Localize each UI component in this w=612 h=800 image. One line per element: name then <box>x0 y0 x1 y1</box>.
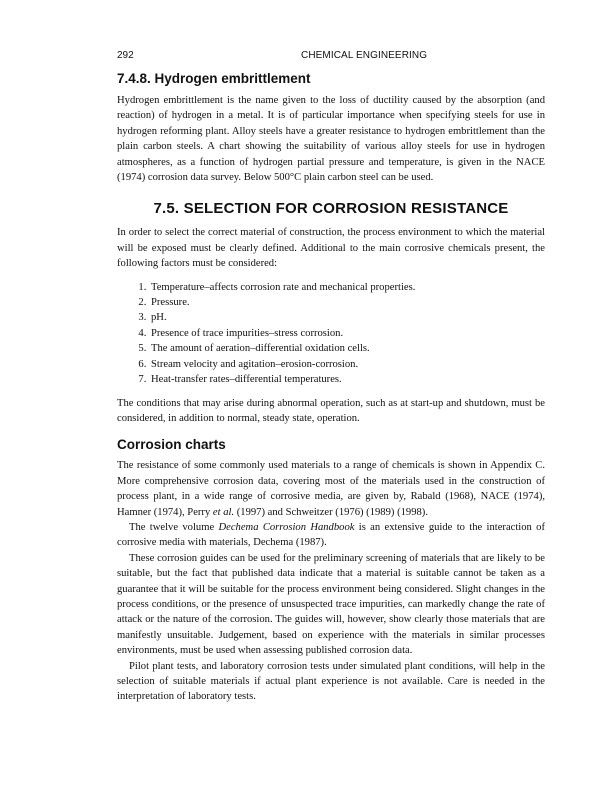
list-item: 5. The amount of aeration–differential oxidation cells. <box>149 341 545 356</box>
running-title: CHEMICAL ENGINEERING <box>301 50 428 61</box>
page-number: 292 <box>117 50 134 61</box>
selection-intro-paragraph: In order to select the correct material of construction, the process environment to which the material will be exposed must be clearly defined. Additional to the main corrosive chemicals present, the following factors must be considered: <box>117 227 545 270</box>
corrosion-charts-paragraph-3: These corrosion guides can be used for the preliminary screening of materials that are likely to be suitable, but the fact that published data indicate that a material is suitable cannot be taken as a guarantee that it will be suitable for the process environment being considered. Slight changes in the process conditions, or the presence of unsuspected trace impurities, can markedly change the rate of attack or the nature of the corrosion. The guides will, however, show clearly those materials that are manifestly unsuitable. Judgement, based on experience with the materials in similar processes environments, must be used when assessing published corrosion data. <box>117 552 545 657</box>
p2-text-start: The twelve volume <box>129 521 219 533</box>
corrosion-charts-heading: Corrosion charts <box>117 437 226 453</box>
list-item: 3. pH. <box>149 310 545 325</box>
corrosion-charts-paragraph-4: Pilot plant tests, and laboratory corrosion tests under simulated plant conditions, will help in the selection of suitable materials if actual plant experience is not available. Care is needed in the interpretation of laboratory tests. <box>117 660 545 703</box>
corrosion-charts-paragraph-1 <box>117 458 545 520</box>
hydrogen-embrittlement-paragraph: Hydrogen embrittlement is the name given to the loss of ductility caused by the absorption (and reaction) of hydrogen in a metal. It is of particular importance when specifying steels for use in hydrogen reforming plant. Alloy steels have a greater resistance to hydrogen embrittlement than the plain carbon steels. A chart showing the suitability of various alloy steels for use in hydrogen atmospheres, as a function of hydrogen partial pressure and temperature, is given in the NACE (1974) corrosion data survey. Below 500°C plain carbon steel can be used. <box>117 95 545 184</box>
list-item: 2. Pressure. <box>149 295 545 310</box>
running-header <box>117 50 545 64</box>
et-al-italic: et al. <box>212 506 235 518</box>
list-item: 7. Heat-transfer rates–differential temperatures. <box>149 372 545 387</box>
page <box>117 50 545 705</box>
section-7-5-title: 7.5. SELECTION FOR CORROSION RESISTANCE <box>153 200 509 218</box>
p2-text-end: is an extensive guide to the interaction of corrosive media with materials, Dechema (1987). <box>117 521 545 549</box>
list-item: 6. Stream velocity and agitation–erosion-corrosion. <box>149 357 545 372</box>
section-7-4-8-title: 7.4.8. Hydrogen embrittlement <box>117 71 311 86</box>
list-item: 1. Temperature–affects corrosion rate and mechanical properties. <box>149 280 545 295</box>
p1-text-start: The resistance of some commonly used materials to a range of chemicals is shown in Appendix C. More comprehensive corrosion data, covering most of the materials used in the construction of process plant, in a wide range of corrosive media, are given by, Rabald (1968), NACE (1974), Hamner (1974), Perry <box>117 460 545 518</box>
abnormal-operation-paragraph: The conditions that may arise during abnormal operation, such as at start-up and shutdown, must be considered, in addition to normal, steady state, operation. <box>117 397 545 424</box>
dechema-handbook-title: Dechema Corrosion Handbook <box>218 521 355 533</box>
p1-text-end: (1997) and Schweitzer (1976) (1989) (1998). <box>234 506 428 518</box>
list-item: 4. Presence of trace impurities–stress corrosion. <box>149 326 545 341</box>
factors-list <box>117 280 545 388</box>
corrosion-charts-paragraph-2 <box>117 520 545 551</box>
